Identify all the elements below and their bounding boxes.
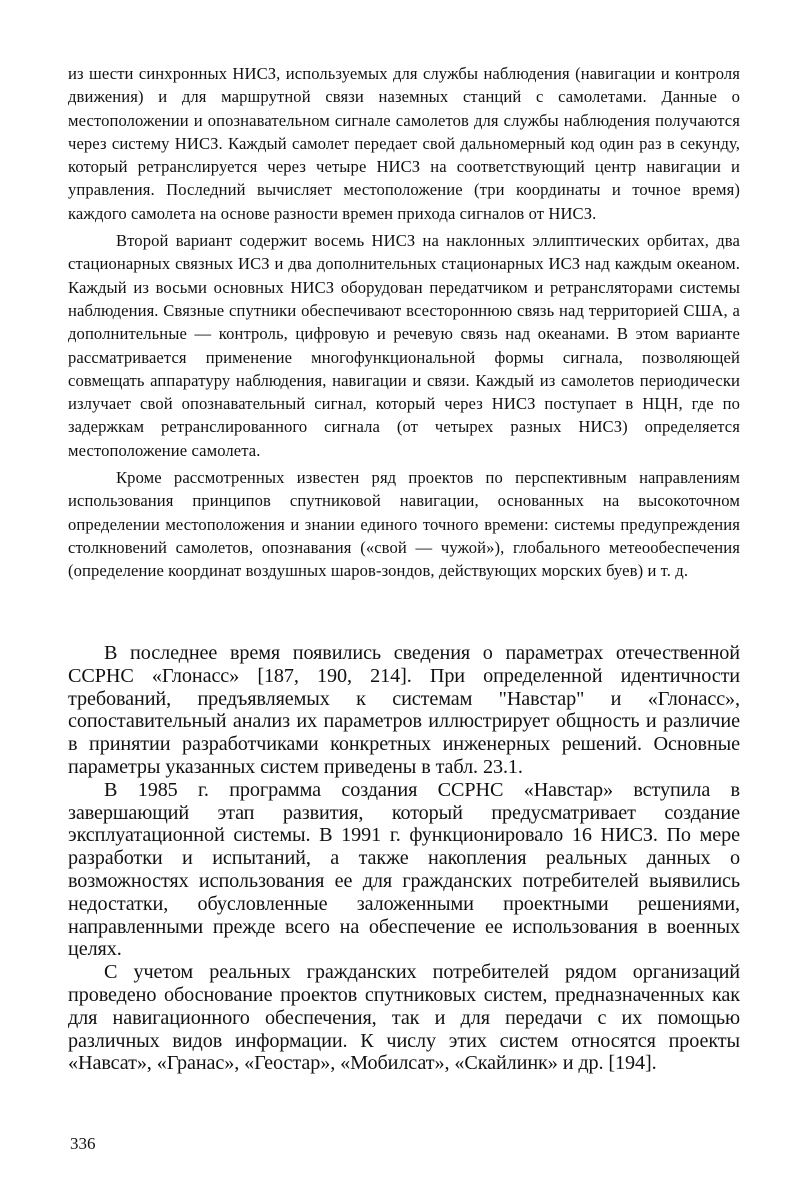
page-number: 336 xyxy=(70,1134,96,1153)
paragraph-continuation: из шести синхронных НИСЗ, используемых для службы наблюдения (навигации и контроля движения) и для маршрутной связи наземных станций с самолетами. Данные о местоположении и опознавательном сигнале самолетов для службы наблюдения получаются через систему НИСЗ. Каждый самолет передает свой дальномерный код один раз в секунду, который ретранслируется через четыре НИСЗ на соответствующий центр навигации и управления. Последний вычисляет местоположение (три координаты и точное время) каждого самолета на основе разности времен прихода сигналов от НИСЗ. xyxy=(68,64,740,223)
paragraph-glonass: В последнее время появились сведения о параметрах отечественной ССРНС «Глонасс» [187, 190, 214]. При определенной идентичности требований, предъявляемых к системам "Навстар" и «Глонасс», сопоставительный анализ их параметров иллюстрирует общность и различие в принятии разработчиками конкретных инженерных решений. Основные параметры указанных систем приведены в табл. 23.1. xyxy=(68,642,740,778)
paragraph-other-projects: Кроме рассмотренных известен ряд проектов по перспективным направлениям использования принципов спутниковой навигации, основанных на высокоточном определении местоположения и знании единого точного времени: системы предупреждения столкновений самолетов, опознавания («свой — чужой»), глобального метеообеспечения (определение координат воздушных шаров-зондов, действующих морских буев) и т. д. xyxy=(68,468,740,581)
paragraph-civil-projects: С учетом реальных гражданских потребителей рядом организаций проведено обоснование проектов спутниковых систем, предназначенных как для навигационного обеспечения, так и для передачи с их помощью различных видов информации. К числу этих систем относятся проекты «Навсат», «Гранас», «Геостар», «Мобилсат», «Скайлинк» и др. [194]. xyxy=(68,961,740,1075)
small-print-section xyxy=(68,62,740,583)
paragraph-second-variant: Второй вариант содержит восемь НИСЗ на наклонных эллиптических орбитах, два стационарных связных ИСЗ и два дополнительных стационарных ИСЗ над каждым океаном. Каждый из восьми основных НИСЗ оборудован передатчиком и ретрансляторами системы наблюдения. Связные спутники обеспечивают всестороннюю связь над территорией США, а дополнительные — контроль, цифровую и речевую связь над океанами. В этом варианте рассматривается применение многофункциональной формы сигнала, позволяющей совмещать аппаратуру наблюдения, навигации и связи. Каждый из самолетов периодически излучает свой опознавательный сигнал, который через НИСЗ поступает в НЦН, где по задержкам ретранслированного сигнала (от четырех разных НИСЗ) определяется местоположение самолета. xyxy=(68,231,740,460)
paragraph-navstar-1985: В 1985 г. программа создания ССРНС «Навстар» вступила в завершающий этап развития, который предусматривает создание эксплуатационной системы. В 1991 г. функционировало 16 НИСЗ. По мере разработки и испытаний, а также накопления реальных данных о возможностях использования ее для гражданских потребителей выявились недостатки, обусловленные заложенными проектными решениями, направленными прежде всего на обеспечение ее использования в военных целях. xyxy=(68,778,740,961)
main-text-section xyxy=(68,642,740,1075)
